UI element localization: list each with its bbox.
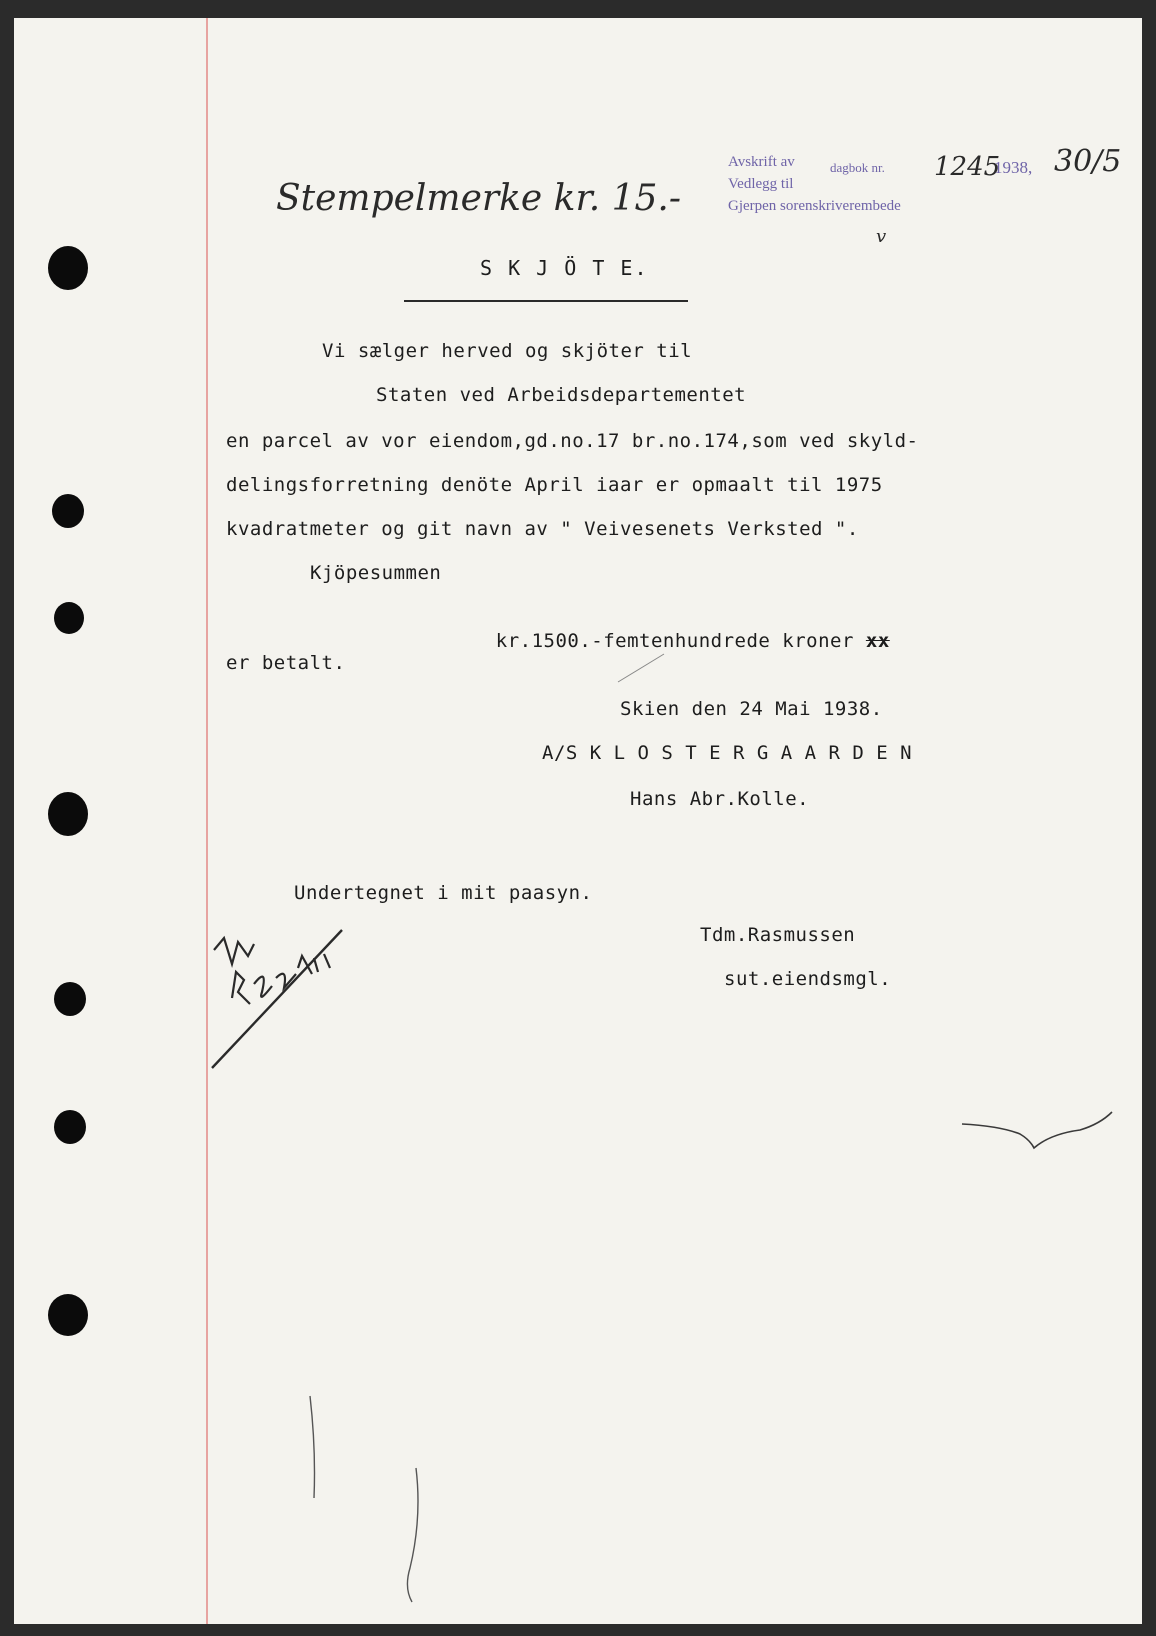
purchase-price: kr.1500.-femtenhundrede kroner bbox=[495, 630, 866, 652]
stamp-date: 30/5 bbox=[1054, 144, 1122, 179]
stamp-number: 1245 bbox=[934, 152, 1001, 182]
witness-name: Tdm.Rasmussen bbox=[700, 924, 856, 946]
punch-hole bbox=[52, 494, 84, 528]
office-stamp-line3: Gjerpen sorenskriverembede bbox=[728, 198, 901, 214]
punch-hole bbox=[54, 982, 86, 1016]
office-stamp-line1b: dagbok nr. bbox=[830, 160, 885, 175]
body-line-2: Staten ved Arbeidsdepartementet bbox=[376, 384, 747, 406]
stray-pen-mark bbox=[614, 648, 674, 688]
stray-pen-mark bbox=[300, 1388, 440, 1608]
office-stamp-line1: Avskrift av bbox=[728, 154, 795, 170]
body-line-8: er betalt. bbox=[226, 652, 346, 674]
document-page bbox=[14, 18, 1142, 1624]
document-title: S K J Ö T E. bbox=[480, 256, 649, 280]
punch-hole bbox=[54, 1110, 86, 1144]
punch-hole bbox=[48, 246, 88, 290]
stamp-duty-note: Stempelmerke kr. 15.- bbox=[276, 178, 682, 219]
stamp-year: 1938, bbox=[994, 158, 1033, 177]
margin-line bbox=[206, 18, 208, 1624]
punch-hole bbox=[48, 792, 88, 836]
title-underline bbox=[404, 300, 688, 302]
attestation-text: Undertegnet i mit paasyn. bbox=[294, 882, 593, 904]
witness-title: sut.eiendsmgl. bbox=[724, 968, 892, 990]
signer-name: Hans Abr.Kolle. bbox=[630, 788, 810, 810]
company-name: A/S K L O S T E R G A A R D E N bbox=[542, 742, 913, 764]
punch-hole bbox=[54, 602, 84, 634]
body-line-3: en parcel av vor eiendom,gd.no.17 br.no.174,som ved skyld- bbox=[226, 430, 919, 452]
office-stamp-line2: Vedlegg til bbox=[728, 176, 794, 192]
body-line-5: kvadratmeter og git navn av " Veivesenets Verksted ". bbox=[226, 518, 859, 540]
body-line-4: delingsforretning denöte April iaar er opmaalt til 1975 bbox=[226, 474, 883, 496]
punch-hole bbox=[48, 1294, 88, 1336]
stray-pen-mark bbox=[960, 1104, 1120, 1164]
handwritten-initials-mark bbox=[210, 908, 370, 1078]
struck-text: xx bbox=[865, 630, 890, 652]
stamp-check-mark: v bbox=[876, 226, 887, 247]
place-and-date: Skien den 24 Mai 1938. bbox=[620, 698, 883, 720]
body-line-1: Vi sælger herved og skjöter til bbox=[322, 340, 693, 362]
body-line-6: Kjöpesummen bbox=[310, 562, 442, 584]
